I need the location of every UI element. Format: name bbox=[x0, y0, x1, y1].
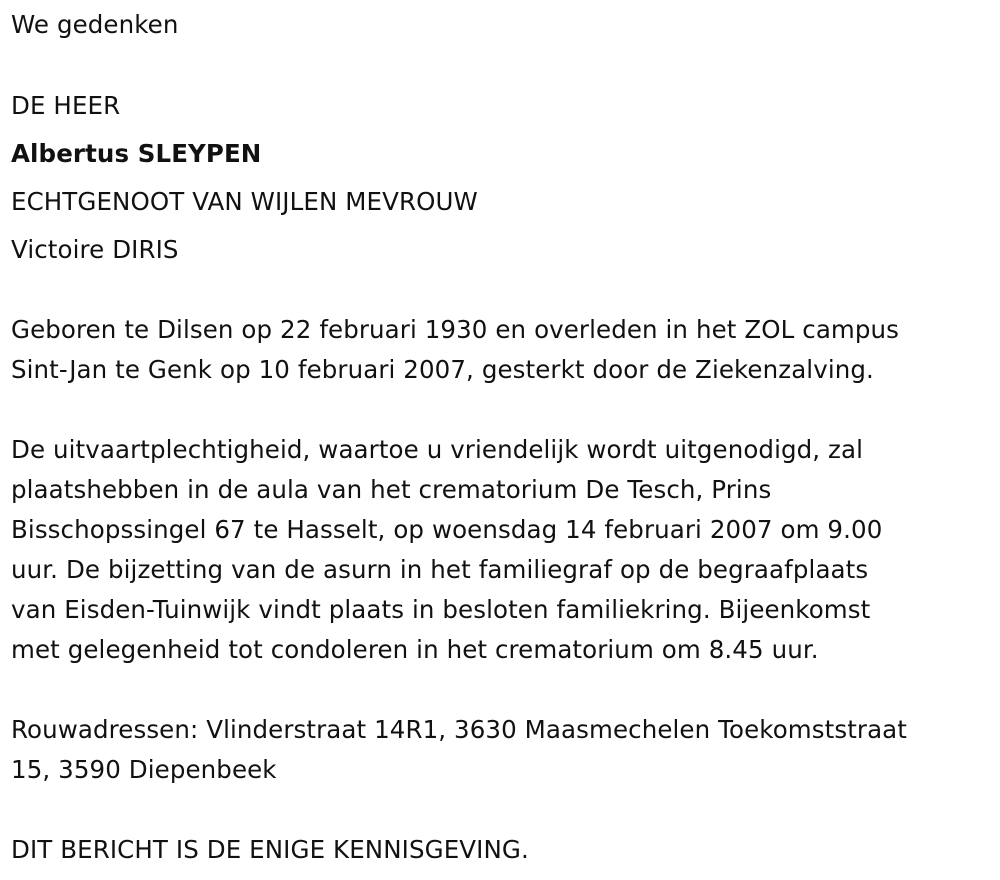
closing-statement: DIT BERICHT IS DE ENIGE KENNISGEVING. bbox=[11, 835, 529, 864]
honorific: DE HEER bbox=[11, 91, 121, 120]
intro-text: We gedenken bbox=[11, 10, 179, 39]
ceremony-line: uur. De bijzetting van de asurn in het familiegraf op de begraafplaats bbox=[11, 555, 869, 584]
birth-death-line: Sint-Jan te Genk op 10 februari 2007, gesterkt door de Ziekenzalving. bbox=[11, 355, 874, 384]
birth-death-line: Geboren te Dilsen op 22 februari 1930 en overleden in het ZOL campus bbox=[11, 315, 900, 344]
ceremony-line: Bisschopssingel 67 te Hasselt, op woensdag 14 februari 2007 om 9.00 bbox=[11, 515, 883, 544]
address-line: 15, 3590 Diepenbeek bbox=[11, 755, 277, 784]
ceremony-line: van Eisden-Tuinwijk vindt plaats in besloten familiekring. Bijeenkomst bbox=[11, 595, 871, 624]
spouse-name: Victoire DIRIS bbox=[11, 235, 179, 264]
ceremony-line: plaatshebben in de aula van het crematorium De Tesch, Prins bbox=[11, 475, 772, 504]
ceremony-line: met gelegenheid tot condoleren in het crematorium om 8.45 uur. bbox=[11, 635, 819, 664]
relation-text: ECHTGENOOT VAN WIJLEN MEVROUW bbox=[11, 187, 478, 216]
ceremony-line: De uitvaartplechtigheid, waartoe u vriendelijk wordt uitgenodigd, zal bbox=[11, 435, 864, 464]
deceased-name: Albertus SLEYPEN bbox=[11, 139, 262, 168]
address-line: Rouwadressen: Vlinderstraat 14R1, 3630 Maasmechelen Toekomststraat bbox=[11, 715, 908, 744]
